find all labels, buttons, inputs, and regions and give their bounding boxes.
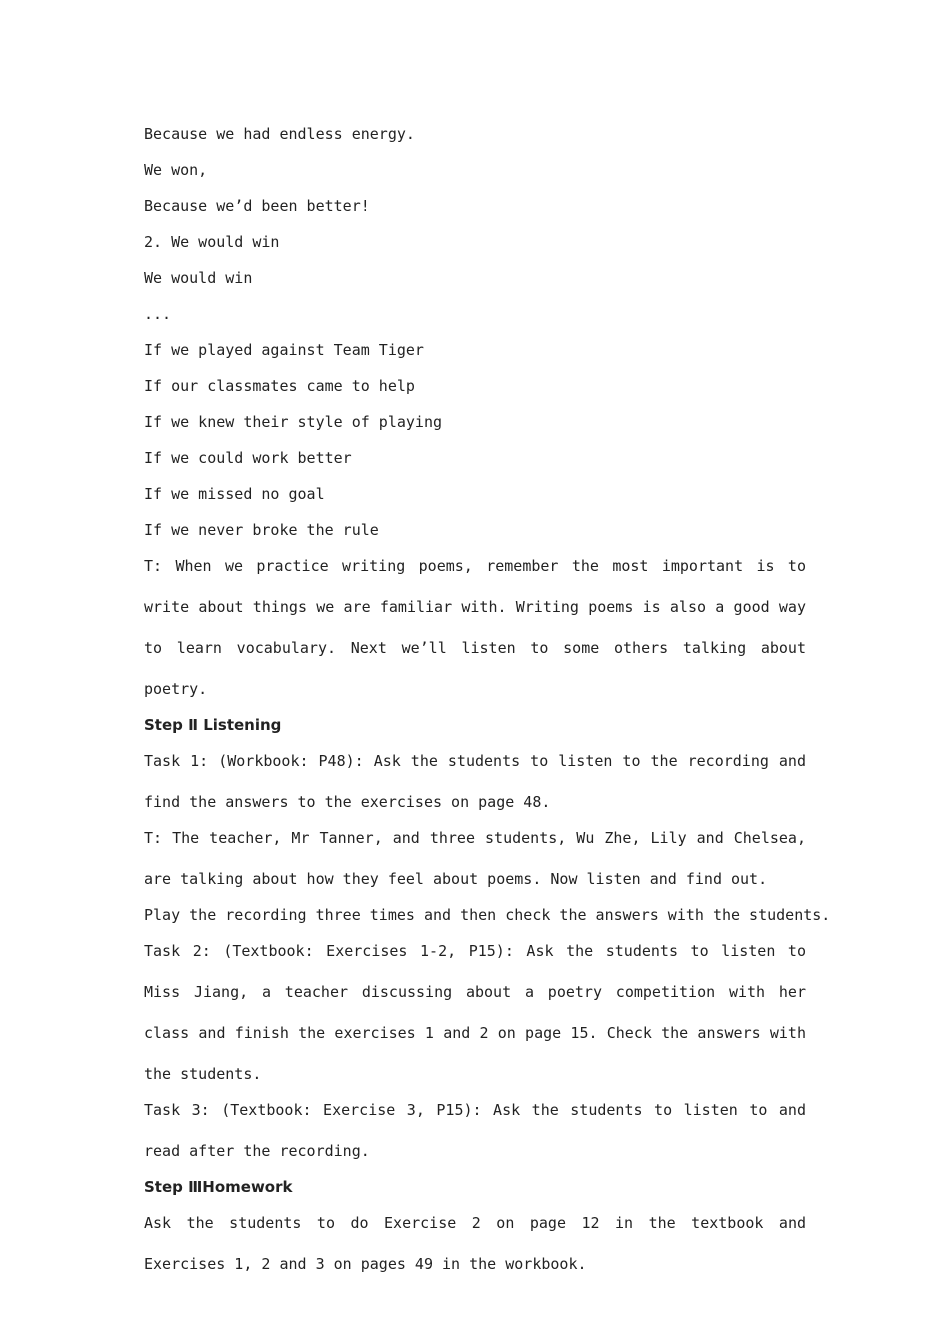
step3-heading: Step ⅢHomework [144, 1178, 293, 1196]
poem-line: If our classmates came to help [144, 377, 415, 395]
task2-text: Task 2: (Textbook: Exercises 1-2, P15): Ask the students to listen to Miss Jiang, a teacher discussing about a poetry competition with her class and finish the exercises 1 and 2 on page 15. Check the answers with the students. [144, 942, 806, 1083]
poem-line: If we could work better [144, 449, 352, 467]
step2-heading: Step Ⅱ Listening [144, 716, 282, 734]
teacher-note: T: When we practice writing poems, remember the most important is to write about things we are familiar with. Writing poems is also a good way to learn vocabulary. Next we’ll listen to some others talking about poetry. [144, 557, 806, 698]
poem-line: Because we’d been better! [144, 197, 370, 215]
document-page [144, 124, 831, 1290]
poem-line: Because we had endless energy. [144, 125, 415, 143]
task1-text: Task 1: (Workbook: P48): Ask the students to listen to the recording and find the answers to the exercises on page 48. [144, 752, 806, 811]
poem-line: If we never broke the rule [144, 521, 379, 539]
poem-line: ... [144, 305, 172, 323]
poem-line: We would win [144, 269, 253, 287]
task3-text: Task 3: (Textbook: Exercise 3, P15): Ask the students to listen to and read after the recording. [144, 1101, 806, 1160]
homework-text: Ask the students to do Exercise 2 on page 12 in the textbook and Exercises 1, 2 and 3 on pages 49 in the workbook. [144, 1214, 806, 1273]
play-note: Play the recording three times and then check the answers with the students. [144, 906, 831, 924]
poem-line: We won, [144, 161, 208, 179]
poem-line: If we missed no goal [144, 485, 325, 503]
poem-line: If we played against Team Tiger [144, 341, 424, 359]
poem-line: 2. We would win [144, 233, 280, 251]
poem-line: If we knew their style of playing [144, 413, 443, 431]
teacher-intro: T: The teacher, Mr Tanner, and three students, Wu Zhe, Lily and Chelsea, are talking about how they feel about poems. Now listen and find out. [144, 829, 806, 888]
